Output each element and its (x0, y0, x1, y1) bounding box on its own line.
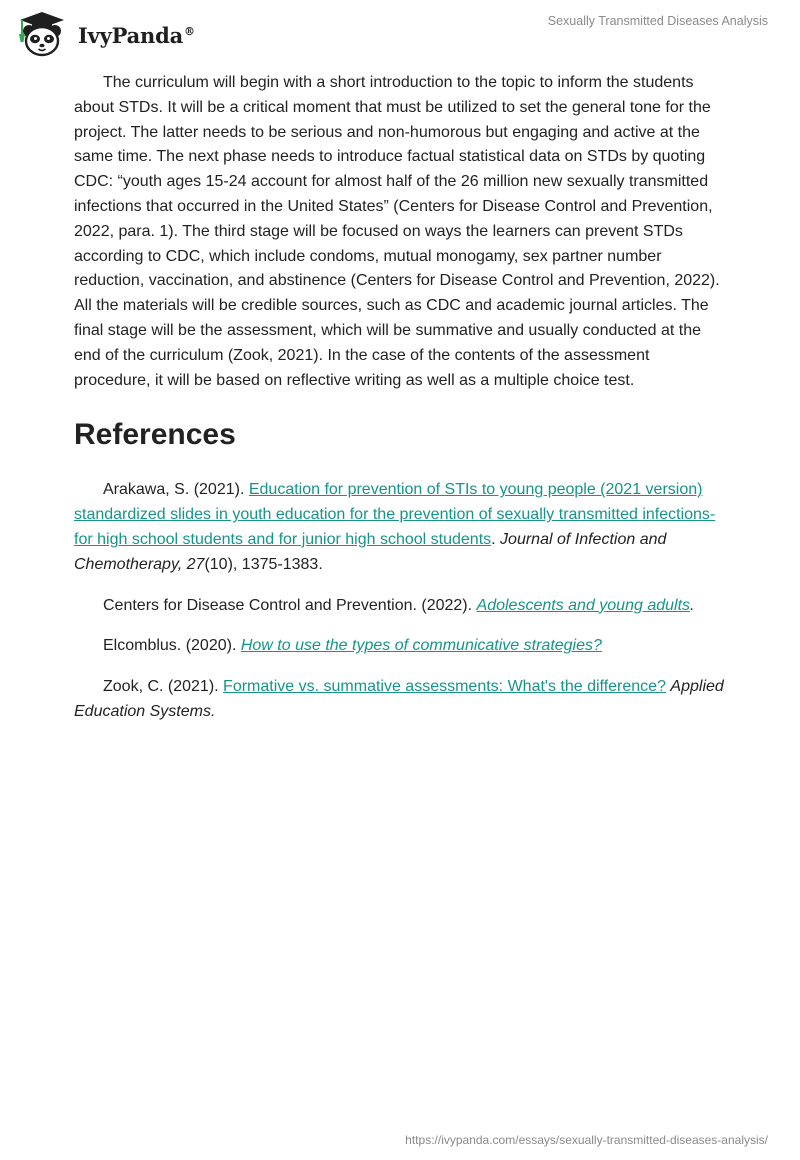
brand-name: IvyPanda® (78, 22, 195, 48)
reference-entry: Elcomblus. (2020). How to use the types of communicative strategies? (103, 637, 602, 655)
document-title: Sexually Transmitted Diseases Analysis (547, 14, 768, 28)
reference-entry: Centers for Disease Control and Prevention. (2022). Adolescents and young adults. (103, 596, 695, 614)
panda-graduate-icon (14, 8, 76, 58)
reference-entry: Arakawa, S. (2021). Education for prevention of STIs to young people (2021 version) standardized slides in youth education for the prevention of sexually transmitted infections-for high school students and for junior high school students. Journal of Infection and Chemotherapy, 27(10), 1375-1383. (74, 481, 716, 573)
reference-link[interactable]: Formative vs. summative assessments: What's the difference? (223, 678, 666, 696)
reference-entry: Zook, C. (2021). Formative vs. summative assessments: What's the difference? Applied Education Systems. (74, 678, 724, 720)
page-header (0, 0, 800, 64)
body-paragraph: The curriculum will begin with a short introduction to the topic to inform the students about STDs. It will be a critical moment that must be utilized to set the general tone for the project. The latter needs to be serious and non-humorous but engaging and active at the same time. The next phase needs to introduce factual statistical data on STDs by quoting CDC: “youth ages 15-24 account for almost half of the 26 million new sexually transmitted infections that occurred in the United States” (Centers for Disease Control and Prevention, 2022, para. 1). The third stage will be focused on ways the learners can prevent STDs according to CDC, which include condoms, mutual monogamy, sex partner number reduction, vaccination, and abstinence (Centers for Disease Control and Prevention, 2022). All the materials will be credible sources, such as CDC and academic journal articles. The final stage will be the assessment, which will be summative and usually conducted at the end of the curriculum (Zook, 2021). In the case of the contents of the assessment procedure, it will be based on reflective writing as well as a multiple choice test. (74, 74, 720, 389)
reference-link[interactable]: Education for prevention of STIs to young people (2021 version) standardized slides in youth education for the prevention of sexually transmitted infections-for high school students and for junior high school students (74, 481, 716, 548)
references-heading: References (74, 418, 236, 452)
essay-content (74, 71, 726, 725)
journal-name: Journal of Infection and Chemotherapy, 27 (74, 530, 667, 573)
publisher-name: Applied Education Systems. (74, 678, 724, 720)
footer-url[interactable]: https://ivypanda.com/essays/sexually-transmitted-diseases-analysis/ (405, 1133, 768, 1147)
reference-link[interactable]: How to use the types of communicative strategies? (240, 637, 602, 655)
reference-link[interactable]: Adolescents and young adults (476, 596, 691, 614)
brand-logo[interactable] (14, 8, 195, 58)
